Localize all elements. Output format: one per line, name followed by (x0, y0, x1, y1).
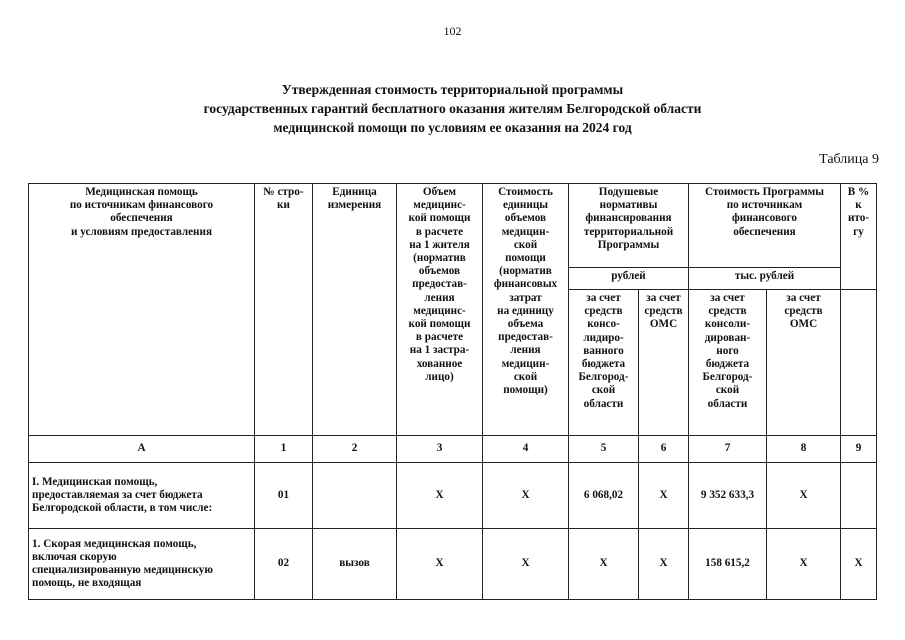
row-cell: X (483, 463, 569, 529)
index-cell: 7 (689, 436, 767, 463)
header-per-capita-group: Подушевые нормативы финансирования территориальной Программы (569, 184, 689, 268)
index-cell: А (29, 436, 255, 463)
row-cell: 9 352 633,3 (689, 463, 767, 529)
title-line: государственных гарантий бесплатного оказания жителям Белгородской области (203, 101, 702, 116)
row-cell: X (767, 463, 841, 529)
title-line: Утвержденная стоимость территориальной программы (281, 82, 624, 97)
row-cell: вызов (313, 529, 397, 600)
cost-table (28, 183, 877, 600)
header-col-a: Медицинская помощь по источникам финансового обеспечения и условиям предоставления (29, 184, 255, 436)
header-col-5: за счет средств консо- лидиро- ванного бюджета Белгород- ской области (569, 290, 639, 436)
header-col-2: Единица измерения (313, 184, 397, 436)
document-title (0, 80, 905, 137)
table-label: Таблица 9 (819, 152, 879, 167)
row-cell: X (639, 463, 689, 529)
header-unit-thousand-rub: тыс. рублей (689, 268, 841, 290)
row-cell (313, 463, 397, 529)
index-cell: 5 (569, 436, 639, 463)
index-cell: 8 (767, 436, 841, 463)
index-cell: 3 (397, 436, 483, 463)
index-cell: 4 (483, 436, 569, 463)
header-col-6: за счет средств ОМС (639, 290, 689, 436)
header-col-3: Объем медицинс- кой помощи в расчете на 1 жителя (норматив объемов предостав- ления медицинс- кой помощи в расчете на 1 застра- хованное лицо) (397, 184, 483, 436)
header-col-9: В % к ито- гу (841, 184, 877, 290)
table-row (29, 529, 877, 600)
header-col-8: за счет средств ОМС (767, 290, 841, 436)
row-cell: X (397, 529, 483, 600)
row-cell: 01 (255, 463, 313, 529)
header-program-cost-group: Стоимость Программы по источникам финансового обеспечения (689, 184, 841, 268)
index-cell: 6 (639, 436, 689, 463)
row-cell: 158 615,2 (689, 529, 767, 600)
header-unit-rub: рублей (569, 268, 689, 290)
row-cell: X (767, 529, 841, 600)
column-index-row (29, 436, 877, 463)
row-label: 1. Скорая медицинская помощь, включая скорую специализированную медицинскую помощь, не входящая (29, 529, 255, 600)
row-cell: X (569, 529, 639, 600)
header-col-9-empty (841, 290, 877, 436)
index-cell: 9 (841, 436, 877, 463)
row-label: I. Медицинская помощь, предоставляемая за счет бюджета Белгородской области, в том числе: (29, 463, 255, 529)
header-col-7: за счет средств консоли- дирован- ного бюджета Белгород- ской области (689, 290, 767, 436)
header-col-4: Стоимость единицы объемов медицин- ской помощи (норматив финансовых затрат на единицу объема предостав- ления медицин- ской помощи) (483, 184, 569, 436)
row-cell: 6 068,02 (569, 463, 639, 529)
row-cell: X (841, 529, 877, 600)
index-cell: 2 (313, 436, 397, 463)
row-cell: X (639, 529, 689, 600)
row-cell: X (397, 463, 483, 529)
row-cell (841, 463, 877, 529)
row-cell: 02 (255, 529, 313, 600)
title-line: медицинской помощи по условиям ее оказания на 2024 год (273, 120, 632, 135)
page-number: 102 (443, 24, 462, 38)
table-row (29, 463, 877, 529)
index-cell: 1 (255, 436, 313, 463)
header-col-1: № стро- ки (255, 184, 313, 436)
row-cell: X (483, 529, 569, 600)
